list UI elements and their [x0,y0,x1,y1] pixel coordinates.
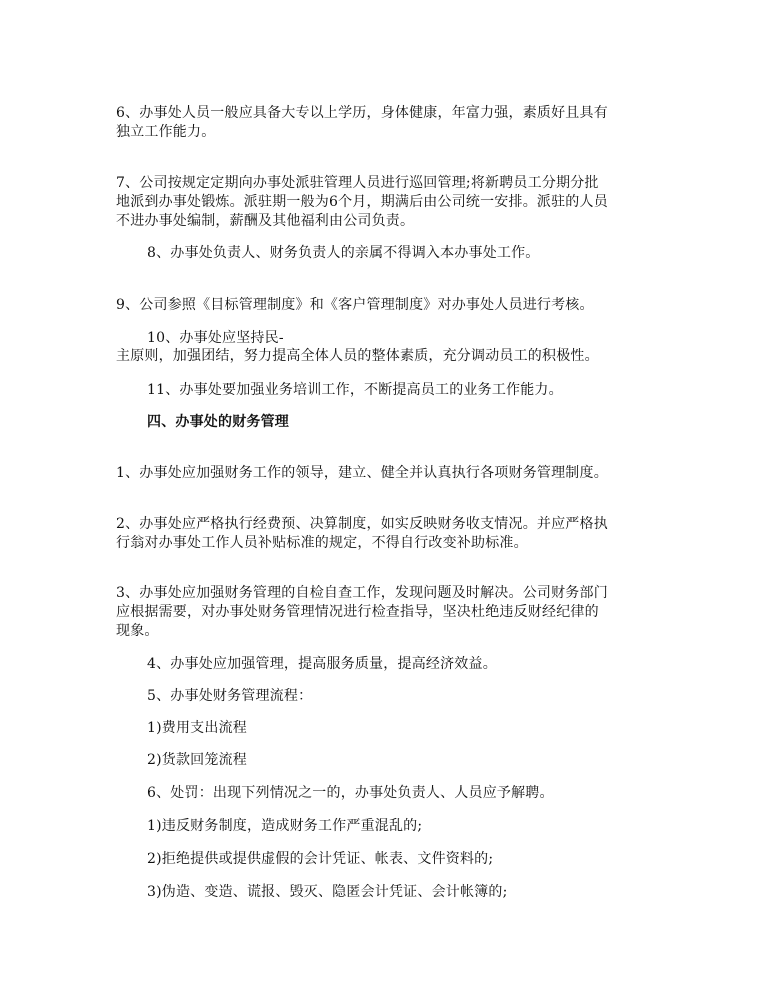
text-line: 1)违反财务制度，造成财务工作严重混乱的; [147,818,423,834]
paragraph-item-11 [147,381,687,400]
finance-item-6-sub-2 [147,850,687,869]
text-line: 6、办事处人员一般应具备大专以上学历，身体健康，年富力强，素质好且具有 [116,105,608,121]
text-line: 11、办事处要加强业务培训工作，不断提高员工的业务工作能力。 [147,382,563,398]
finance-item-1 [116,464,656,483]
text-line: 不进办事处编制，薪酬及其他福利由公司负责。 [116,213,415,229]
text-line: 4、办事处应加强管理，提高服务质量，提高经济效益。 [147,656,497,672]
text-line: 9、公司参照《目标管理制度》和《客户管理制度》对办事处人员进行考核。 [116,297,594,313]
text-line: 2)拒绝提供或提供虚假的会计凭证、帐表、文件资料的; [147,851,494,867]
finance-item-6-sub-3 [147,883,687,902]
text-line: 8、办事处负责人、财务负责人的亲属不得调入本办事处工作。 [147,245,540,261]
paragraph-item-7 [116,174,656,231]
text-line: 6、处罚：出现下列情况之一的，办事处负责人、人员应予解聘。 [147,785,554,801]
paragraph-item-8 [147,244,687,263]
text-line: 10、办事处应坚持民- [147,330,284,346]
text-line: 1)费用支出流程 [147,720,247,736]
text-line: 现象。 [116,623,159,639]
heading-text: 四、办事处的财务管理 [147,414,289,430]
text-line: 应根据需要，对办事处财务管理情况进行检查指导，坚决杜绝违反财经纪律的 [116,604,599,620]
finance-item-5-sub-2 [147,751,687,770]
text-line: 1、办事处应加强财务工作的领导，建立、健全并认真执行各项财务管理制度。 [116,465,608,481]
paragraph-item-6 [116,104,656,142]
finance-item-4 [147,655,687,674]
text-line: 2、办事处应严格执行经费预、决算制度，如实反映财务收支情况。并应严格执 [116,516,608,532]
text-line: 地派到办事处锻炼。派驻期一般为6个月，期满后由公司统一安排。派驻的人员 [116,194,608,210]
finance-item-3 [116,584,656,641]
section-heading [147,413,687,432]
text-line: 2)货款回笼流程 [147,752,247,768]
finance-item-2 [116,515,656,553]
text-line: 3、办事处应加强财务管理的自检自查工作，发现问题及时解决。公司财务部门 [116,585,608,601]
text-line: 3)伪造、变造、谎报、毁灭、隐匿会计凭证、会计帐簿的; [147,884,508,900]
paragraph-item-9 [116,296,656,315]
finance-item-6-sub-1 [147,817,687,836]
paragraph-item-10-start [147,329,687,348]
finance-item-5-sub-1 [147,719,687,738]
finance-item-5 [147,687,687,706]
text-line: 独立工作能力。 [116,124,216,140]
text-line: 行翁对办事处工作人员补贴标准的规定，不得自行改变补助标准。 [116,535,528,551]
text-line: 主原则，加强团结，努力提高全体人员的整体素质，充分调动员工的积极性。 [116,348,599,364]
finance-item-6 [147,784,687,803]
text-line: 5、办事处财务管理流程： [147,688,313,704]
paragraph-item-10-cont [116,347,656,366]
text-line: 7、公司按规定定期向办事处派驻管理人员进行巡回管理;将新聘员工分期分批 [116,175,599,191]
